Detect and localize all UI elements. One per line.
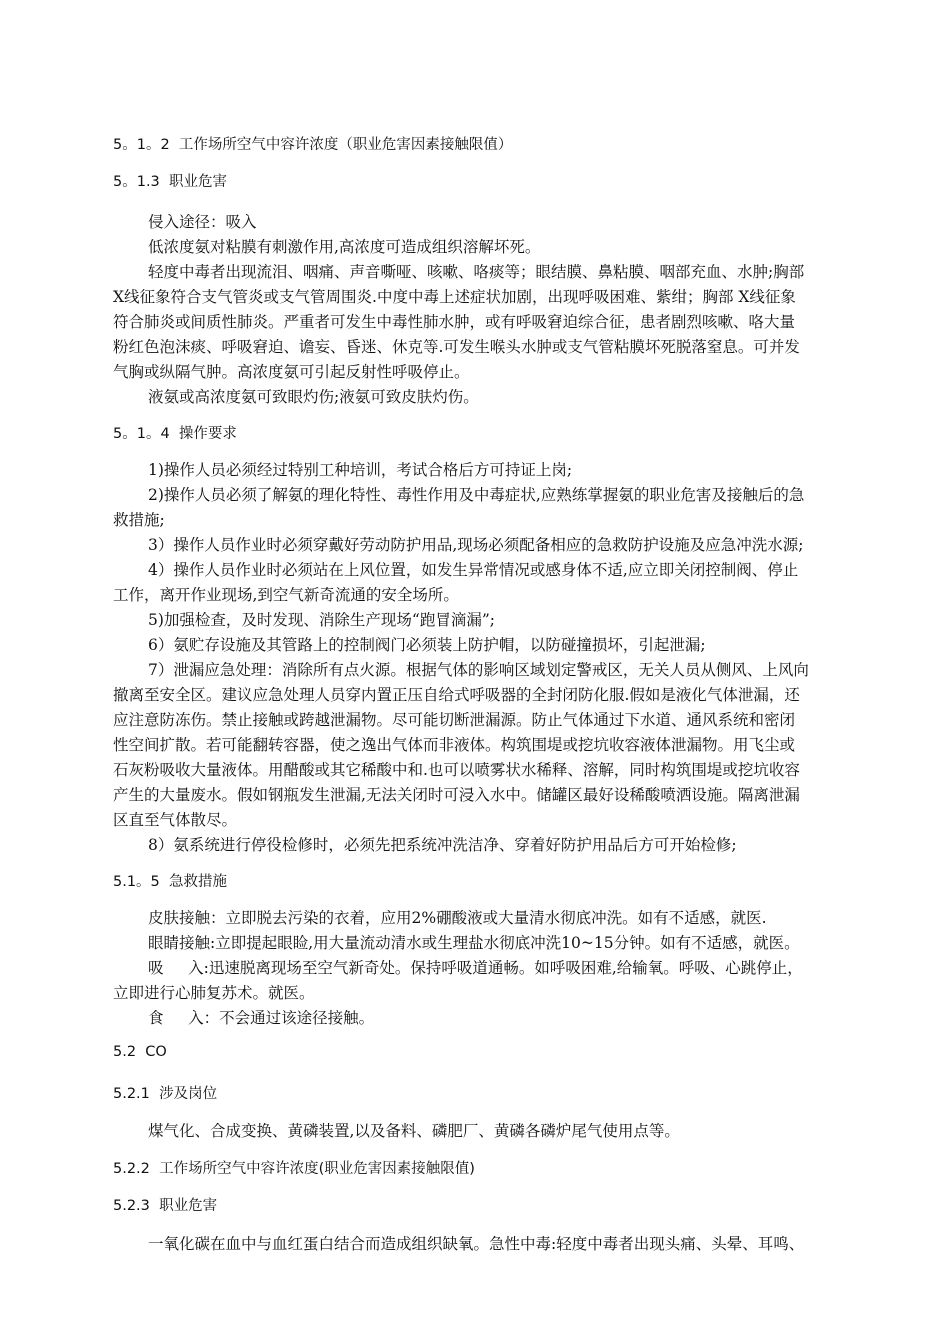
paragraph-line: 轻度中毒者出现流泪、咽痛、声音嘶哑、咳嗽、咯痰等；眼结膜、鼻粘膜、咽部充血、水肿;胸部 <box>148 263 805 281</box>
paragraph-line: 煤气化、合成变换、黄磷装置,以及备料、磷肥厂、黄磷各磷炉尾气使用点等。 <box>148 1122 680 1140</box>
paragraph-line: 7）泄漏应急处理：消除所有点火源。根据气体的影响区域划定警戒区，无关人员从侧风、上风向 <box>148 661 809 679</box>
section-heading: 5.2.1 涉及岗位 <box>113 1086 218 1102</box>
paragraph-line: 3）操作人员作业时必须穿戴好劳动防护用品,现场必须配备相应的急救防护设施及应急冲洗水源; <box>148 536 804 554</box>
paragraph-line: 撤离至安全区。建议应急处理人员穿内置正压自给式呼吸器的全封闭防化服.假如是液化气体泄漏，还 <box>113 686 800 704</box>
paragraph-line: 立即进行心肺复苏术。就医。 <box>113 984 315 1002</box>
paragraph-line: 符合肺炎或间质性肺炎。严重者可发生中毒性肺水肿，或有呼吸窘迫综合征，患者剧烈咳嗽、咯大量 <box>113 313 796 331</box>
paragraph-line: 皮肤接触：立即脱去污染的衣着，应用2%硼酸液或大量清水彻底冲洗。如有不适感，就医. <box>148 909 767 927</box>
paragraph-line: 2)操作人员必须了解氨的理化特性、毒性作用及中毒症状,应熟练掌握氨的职业危害及接触后的急 <box>148 486 805 504</box>
paragraph-line: 侵入途径：吸入 <box>148 213 257 231</box>
section-heading: 5。1。2 工作场所空气中容许浓度（职业危害因素接触限值） <box>113 137 513 153</box>
paragraph-line: 工作，离开作业现场,到空气新奇流通的安全场所。 <box>113 586 459 604</box>
section-heading: 5.2.3 职业危害 <box>113 1198 218 1214</box>
paragraph-line: 液氨或高浓度氨可致眼灼伤;液氨可致皮肤灼伤。 <box>148 388 479 406</box>
section-heading: 5.1。5 急救措施 <box>113 874 228 890</box>
paragraph-line: 石灰粉吸收大量液体。用醋酸或其它稀酸中和.也可以喷雾状水稀释、溶解，同时构筑围堤或挖坑收容 <box>113 761 800 779</box>
section-heading: 5。1.3 职业危害 <box>113 174 228 190</box>
section-heading: 5.2 CO <box>113 1044 167 1060</box>
paragraph-line: 吸 入:迅速脱离现场至空气新奇处。保持呼吸道通畅。如呼吸困难,给输氧。呼吸、心跳停止， <box>148 959 803 977</box>
paragraph-line: 应注意防冻伤。禁止接触或跨越泄漏物。尽可能切断泄漏源。防止气体通过下水道、通风系统和密闭 <box>113 711 796 729</box>
paragraph-line: 一氧化碳在血中与血红蛋白结合而造成组织缺氧。急性中毒:轻度中毒者出现头痛、头晕、耳鸣、 <box>148 1235 805 1253</box>
paragraph-line: 1)操作人员必须经过特别工种培训，考试合格后方可持证上岗; <box>148 461 573 479</box>
paragraph-line: 气胸或纵隔气肿。高浓度氨可引起反射性呼吸停止。 <box>113 363 470 381</box>
paragraph-line: 4）操作人员作业时必须站在上风位置，如发生异常情况或感身体不适,应立即关闭控制阀、停止 <box>148 561 799 579</box>
paragraph-line: 眼睛接触:立即提起眼睑,用大量流动清水或生理盐水彻底冲洗10~15分钟。如有不适感，就医。 <box>148 934 800 952</box>
section-heading: 5.2.2 工作场所空气中容许浓度(职业危害因素接触限值) <box>113 1161 475 1177</box>
section-heading: 5。1。4 操作要求 <box>113 426 237 442</box>
paragraph-line: X线征象符合支气管炎或支气管周围炎.中度中毒上述症状加剧，出现呼吸困难、紫绀；胸部 X线征象 <box>113 288 796 306</box>
paragraph-line: 8）氨系统进行停役检修时，必须先把系统冲洗洁净、穿着好防护用品后方可开始检修; <box>148 836 737 854</box>
paragraph-line: 救措施; <box>113 511 165 529</box>
paragraph-line: 产生的大量废水。假如钢瓶发生泄漏,无法关闭时可浸入水中。储罐区最好设稀酸喷洒设施。隔离泄漏 <box>113 786 800 804</box>
paragraph-line: 粉红色泡沫痰、呼吸窘迫、谵妄、昏迷、休克等.可发生喉头水肿或支气管粘膜坏死脱落窒息。可并发 <box>113 338 800 356</box>
paragraph-line: 食 入：不会通过该途径接触。 <box>148 1009 375 1027</box>
paragraph-line: 6）氨贮存设施及其管路上的控制阀门必须装上防护帽，以防碰撞损坏，引起泄漏; <box>148 636 706 654</box>
paragraph-line: 区直至气体散尽。 <box>113 811 238 829</box>
paragraph-line: 5)加强检查，及时发现、消除生产现场“跑冒滴漏”; <box>148 611 495 629</box>
paragraph-line: 低浓度氨对粘膜有刺激作用,高浓度可造成组织溶解坏死。 <box>148 238 541 256</box>
paragraph-line: 性空间扩散。若可能翻转容器，使之逸出气体而非液体。构筑围堤或挖坑收容液体泄漏物。用飞尘或 <box>113 736 796 754</box>
